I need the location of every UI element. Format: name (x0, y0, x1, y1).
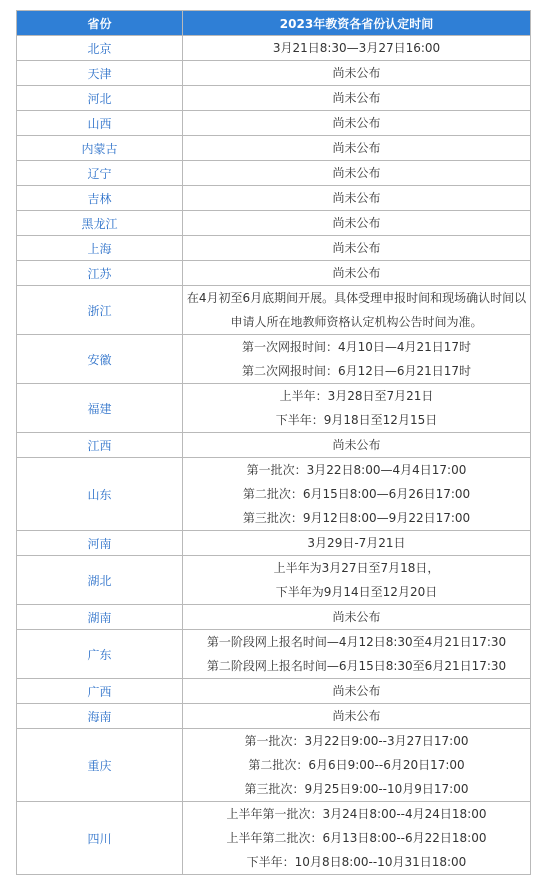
time-line: 下半年：9月18日至12月15日 (275, 413, 438, 427)
certification-time-cell (183, 704, 531, 729)
table-row (17, 384, 531, 433)
province-link[interactable]: 广东 (17, 630, 183, 679)
certification-time-cell (183, 261, 531, 286)
time-line: 尚未公布 (332, 709, 381, 723)
province-link[interactable]: 广西 (17, 679, 183, 704)
province-link[interactable]: 山东 (17, 458, 183, 531)
province-link[interactable]: 山西 (17, 111, 183, 136)
table-row (17, 704, 531, 729)
province-link[interactable]: 江西 (17, 433, 183, 458)
province-link[interactable]: 上海 (17, 236, 183, 261)
time-line: 尚未公布 (332, 91, 381, 105)
certification-time-cell (183, 802, 531, 875)
province-link[interactable]: 浙江 (17, 286, 183, 335)
table-row (17, 556, 531, 605)
time-line: 尚未公布 (332, 684, 381, 698)
certification-time-cell (183, 605, 531, 630)
table-row (17, 261, 531, 286)
time-line: 尚未公布 (332, 241, 381, 255)
time-line: 第三批次：9月12日8:00—9月22日17:00 (242, 511, 471, 525)
time-line: 尚未公布 (332, 438, 381, 452)
province-link[interactable]: 福建 (17, 384, 183, 433)
time-line: 3月29日-7月21日 (307, 536, 406, 550)
table-row (17, 161, 531, 186)
time-line: 上半年为3月27日至7月18日， (273, 561, 440, 575)
table-body (17, 36, 531, 875)
province-link[interactable]: 河南 (17, 531, 183, 556)
time-line: 尚未公布 (332, 216, 381, 230)
certification-time-cell (183, 556, 531, 605)
certification-time-cell (183, 433, 531, 458)
province-link[interactable]: 重庆 (17, 729, 183, 802)
time-line: 上半年第二批次：6月13日8:00--6月22日18:00 (226, 831, 487, 845)
time-line: 第一批次：3月22日8:00—4月4日17:00 (246, 463, 467, 477)
time-line: 第二阶段网上报名时间—6月15日8:30至6月21日17:30 (206, 659, 507, 673)
certification-time-cell (183, 61, 531, 86)
time-line: 第一次网报时间：4月10日—4月21日17时 (241, 340, 472, 354)
certification-time-cell (183, 36, 531, 61)
province-link[interactable]: 四川 (17, 802, 183, 875)
time-line: 申请人所在地教师资格认定机构公告时间为准。 (230, 315, 483, 329)
table-row (17, 729, 531, 802)
table-row (17, 136, 531, 161)
table-row (17, 286, 531, 335)
table-row (17, 86, 531, 111)
certification-time-cell (183, 630, 531, 679)
table-row (17, 458, 531, 531)
certification-time-cell (183, 679, 531, 704)
time-line: 尚未公布 (332, 116, 381, 130)
table-row (17, 36, 531, 61)
certification-time-cell (183, 161, 531, 186)
time-line: 下半年：10月8日8:00--10月31日18:00 (246, 855, 467, 869)
province-link[interactable]: 安徽 (17, 335, 183, 384)
time-line: 尚未公布 (332, 266, 381, 280)
table-row (17, 802, 531, 875)
table-row (17, 61, 531, 86)
certification-time-cell (183, 211, 531, 236)
certification-time-cell (183, 286, 531, 335)
certification-time-cell (183, 236, 531, 261)
certification-time-cell (183, 186, 531, 211)
time-line: 上半年：3月28日至7月21日 (279, 389, 434, 403)
certification-time-cell (183, 531, 531, 556)
time-line: 尚未公布 (332, 141, 381, 155)
certification-time-cell (183, 458, 531, 531)
province-link[interactable]: 湖北 (17, 556, 183, 605)
province-link[interactable]: 吉林 (17, 186, 183, 211)
certification-time-cell (183, 384, 531, 433)
header-certification-time: 2023年教资各省份认定时间 (183, 11, 531, 36)
province-link[interactable]: 江苏 (17, 261, 183, 286)
province-link[interactable]: 北京 (17, 36, 183, 61)
table-row (17, 111, 531, 136)
time-line: 第一阶段网上报名时间—4月12日8:30至4月21日17:30 (206, 635, 507, 649)
certification-time-cell (183, 86, 531, 111)
province-link[interactable]: 海南 (17, 704, 183, 729)
time-line: 第二次网报时间：6月12日—6月21日17时 (241, 364, 472, 378)
province-link[interactable]: 内蒙古 (17, 136, 183, 161)
time-line: 第二批次：6月6日9:00--6月20日17:00 (248, 758, 465, 772)
certification-time-cell (183, 729, 531, 802)
time-line: 第一批次：3月22日9:00--3月27日17:00 (244, 734, 469, 748)
time-line: 尚未公布 (332, 610, 381, 624)
time-line: 第三批次：9月25日9:00--10月9日17:00 (244, 782, 469, 796)
table-row (17, 679, 531, 704)
certification-time-cell (183, 335, 531, 384)
table-row (17, 335, 531, 384)
time-line: 上半年第一批次：3月24日8:00--4月24日18:00 (226, 807, 487, 821)
certification-schedule-table (16, 10, 531, 875)
table-row (17, 630, 531, 679)
province-link[interactable]: 河北 (17, 86, 183, 111)
province-link[interactable]: 天津 (17, 61, 183, 86)
time-line: 第二批次：6月15日8:00—6月26日17:00 (242, 487, 471, 501)
province-link[interactable]: 湖南 (17, 605, 183, 630)
table-row (17, 211, 531, 236)
province-link[interactable]: 黑龙江 (17, 211, 183, 236)
time-line: 尚未公布 (332, 166, 381, 180)
table-header-row (17, 11, 531, 36)
certification-time-cell (183, 136, 531, 161)
table-row (17, 531, 531, 556)
province-link[interactable]: 辽宁 (17, 161, 183, 186)
header-province: 省份 (17, 11, 183, 36)
table-row (17, 236, 531, 261)
time-line: 下半年为9月14日至12月20日 (275, 585, 438, 599)
time-line: 尚未公布 (332, 191, 381, 205)
table-row (17, 433, 531, 458)
certification-time-cell (183, 111, 531, 136)
table-row (17, 605, 531, 630)
time-line: 3月21日8:30—3月27日16:00 (272, 41, 441, 55)
time-line: 尚未公布 (332, 66, 381, 80)
time-line: 在4月初至6月底期间开展。具体受理申报时间和现场确认时间以 (186, 291, 527, 305)
table-row (17, 186, 531, 211)
